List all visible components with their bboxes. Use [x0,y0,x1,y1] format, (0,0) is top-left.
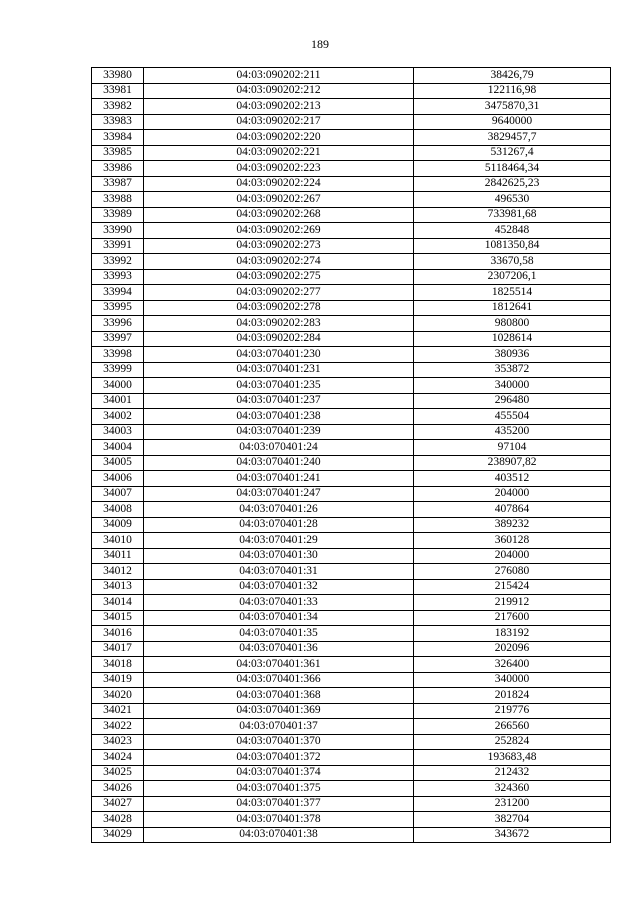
row-number-cell: 34012 [92,564,144,580]
cadastral-number-cell: 04:03:090202:278 [144,300,414,316]
table-row [92,378,611,394]
cadastral-number-cell: 04:03:070401:372 [144,750,414,766]
value-cell: 201824 [414,688,611,704]
table-row [92,424,611,440]
value-cell: 266560 [414,719,611,735]
row-number-cell: 34003 [92,424,144,440]
value-cell: 219776 [414,703,611,719]
row-number-cell: 34008 [92,502,144,518]
table-row [92,657,611,673]
value-cell: 122116,98 [414,83,611,99]
value-cell: 219912 [414,595,611,611]
table-row [92,269,611,285]
table-row [92,130,611,146]
cadastral-number-cell: 04:03:070401:369 [144,703,414,719]
value-cell: 33670,58 [414,254,611,270]
value-cell: 38426,79 [414,68,611,84]
row-number-cell: 34019 [92,672,144,688]
cadastral-number-cell: 04:03:070401:368 [144,688,414,704]
cadastral-number-cell: 04:03:070401:31 [144,564,414,580]
row-number-cell: 34029 [92,827,144,843]
value-cell: 1028614 [414,331,611,347]
value-cell: 231200 [414,796,611,812]
table-row [92,734,611,750]
row-number-cell: 34028 [92,812,144,828]
value-cell: 340000 [414,672,611,688]
cadastral-number-cell: 04:03:070401:230 [144,347,414,363]
table-row [92,688,611,704]
value-cell: 324360 [414,781,611,797]
row-number-cell: 34009 [92,517,144,533]
page-number: 189 [311,37,329,51]
cadastral-number-cell: 04:03:070401:238 [144,409,414,425]
cadastral-number-cell: 04:03:070401:26 [144,502,414,518]
table-row [92,238,611,254]
row-number-cell: 34002 [92,409,144,425]
row-number-cell: 34017 [92,641,144,657]
table-row [92,610,611,626]
cadastral-number-cell: 04:03:090202:220 [144,130,414,146]
value-cell: 360128 [414,533,611,549]
table-body [92,68,611,843]
table-row [92,440,611,456]
row-number-cell: 34000 [92,378,144,394]
row-number-cell: 33986 [92,161,144,177]
cadastral-number-cell: 04:03:070401:370 [144,734,414,750]
table-row [92,68,611,84]
table-row [92,626,611,642]
row-number-cell: 34023 [92,734,144,750]
table-row [92,595,611,611]
cadastral-number-cell: 04:03:070401:231 [144,362,414,378]
value-cell: 193683,48 [414,750,611,766]
table-row [92,672,611,688]
row-number-cell: 34005 [92,455,144,471]
table-row [92,145,611,161]
table-row [92,781,611,797]
value-cell: 97104 [414,440,611,456]
row-number-cell: 33987 [92,176,144,192]
value-cell: 531267,4 [414,145,611,161]
table-row [92,300,611,316]
table-row [92,812,611,828]
value-cell: 1081350,84 [414,238,611,254]
table-row [92,316,611,332]
cadastral-number-cell: 04:03:090202:223 [144,161,414,177]
table-row [92,765,611,781]
cadastral-number-cell: 04:03:090202:284 [144,331,414,347]
cadastral-number-cell: 04:03:070401:366 [144,672,414,688]
row-number-cell: 34016 [92,626,144,642]
row-number-cell: 33983 [92,114,144,130]
row-number-cell: 34007 [92,486,144,502]
table-row [92,703,611,719]
table-row [92,486,611,502]
table-row [92,409,611,425]
cadastral-number-cell: 04:03:070401:235 [144,378,414,394]
cadastral-number-cell: 04:03:070401:35 [144,626,414,642]
value-cell: 1825514 [414,285,611,301]
table-row [92,393,611,409]
table-row [92,502,611,518]
value-cell: 276080 [414,564,611,580]
table-row [92,362,611,378]
table-row [92,719,611,735]
cadastral-number-cell: 04:03:070401:33 [144,595,414,611]
value-cell: 496530 [414,192,611,208]
table-row [92,83,611,99]
row-number-cell: 33997 [92,331,144,347]
value-cell: 2842625,23 [414,176,611,192]
row-number-cell: 34006 [92,471,144,487]
table-row [92,564,611,580]
cadastral-number-cell: 04:03:070401:34 [144,610,414,626]
table-row [92,207,611,223]
value-cell: 5118464,34 [414,161,611,177]
value-cell: 296480 [414,393,611,409]
table-row [92,285,611,301]
cadastral-number-cell: 04:03:070401:377 [144,796,414,812]
table-row [92,161,611,177]
cadastral-number-cell: 04:03:070401:247 [144,486,414,502]
cadastral-number-cell: 04:03:070401:378 [144,812,414,828]
table-row [92,517,611,533]
table-row [92,176,611,192]
row-number-cell: 34025 [92,765,144,781]
value-cell: 3475870,31 [414,99,611,115]
cadastral-number-cell: 04:03:070401:241 [144,471,414,487]
table-row [92,548,611,564]
cadastral-number-cell: 04:03:070401:36 [144,641,414,657]
table-row [92,331,611,347]
row-number-cell: 33991 [92,238,144,254]
value-cell: 1812641 [414,300,611,316]
value-cell: 452848 [414,223,611,239]
cadastral-number-cell: 04:03:070401:239 [144,424,414,440]
row-number-cell: 34001 [92,393,144,409]
value-cell: 407864 [414,502,611,518]
table-row [92,471,611,487]
row-number-cell: 34013 [92,579,144,595]
row-number-cell: 34018 [92,657,144,673]
table-row [92,750,611,766]
value-cell: 238907,82 [414,455,611,471]
value-cell: 252824 [414,734,611,750]
cadastral-number-cell: 04:03:090202:224 [144,176,414,192]
cadastral-number-cell: 04:03:070401:361 [144,657,414,673]
value-cell: 340000 [414,378,611,394]
value-cell: 389232 [414,517,611,533]
row-number-cell: 33994 [92,285,144,301]
table-row [92,796,611,812]
value-cell: 435200 [414,424,611,440]
value-cell: 217600 [414,610,611,626]
cadastral-number-cell: 04:03:090202:275 [144,269,414,285]
value-cell: 326400 [414,657,611,673]
cadastral-number-cell: 04:03:090202:213 [144,99,414,115]
row-number-cell: 33984 [92,130,144,146]
cadastral-number-cell: 04:03:070401:29 [144,533,414,549]
row-number-cell: 33996 [92,316,144,332]
cadastral-number-cell: 04:03:070401:24 [144,440,414,456]
cadastral-number-cell: 04:03:090202:269 [144,223,414,239]
value-cell: 455504 [414,409,611,425]
cadastral-number-cell: 04:03:090202:283 [144,316,414,332]
cadastral-number-cell: 04:03:090202:212 [144,83,414,99]
data-table [91,67,611,843]
row-number-cell: 33995 [92,300,144,316]
value-cell: 212432 [414,765,611,781]
cadastral-number-cell: 04:03:070401:374 [144,765,414,781]
table-row [92,455,611,471]
row-number-cell: 34015 [92,610,144,626]
value-cell: 980800 [414,316,611,332]
row-number-cell: 34027 [92,796,144,812]
row-number-cell: 33999 [92,362,144,378]
row-number-cell: 33998 [92,347,144,363]
table-row [92,827,611,843]
row-number-cell: 33990 [92,223,144,239]
table-row [92,579,611,595]
cadastral-number-cell: 04:03:070401:37 [144,719,414,735]
row-number-cell: 33982 [92,99,144,115]
row-number-cell: 34024 [92,750,144,766]
value-cell: 2307206,1 [414,269,611,285]
row-number-cell: 34010 [92,533,144,549]
cadastral-number-cell: 04:03:090202:221 [144,145,414,161]
row-number-cell: 33985 [92,145,144,161]
cadastral-number-cell: 04:03:070401:38 [144,827,414,843]
cadastral-number-cell: 04:03:070401:30 [144,548,414,564]
row-number-cell: 33993 [92,269,144,285]
value-cell: 3829457,7 [414,130,611,146]
row-number-cell: 33989 [92,207,144,223]
value-cell: 9640000 [414,114,611,130]
table-row [92,114,611,130]
row-number-cell: 34021 [92,703,144,719]
table-row [92,641,611,657]
table-row [92,99,611,115]
cadastral-number-cell: 04:03:090202:217 [144,114,414,130]
cadastral-number-cell: 04:03:090202:277 [144,285,414,301]
row-number-cell: 34004 [92,440,144,456]
value-cell: 202096 [414,641,611,657]
cadastral-number-cell: 04:03:090202:268 [144,207,414,223]
row-number-cell: 33980 [92,68,144,84]
table-row [92,347,611,363]
row-number-cell: 34022 [92,719,144,735]
table-row [92,533,611,549]
row-number-cell: 33992 [92,254,144,270]
row-number-cell: 34026 [92,781,144,797]
cadastral-number-cell: 04:03:070401:28 [144,517,414,533]
cadastral-number-cell: 04:03:090202:273 [144,238,414,254]
value-cell: 353872 [414,362,611,378]
row-number-cell: 34014 [92,595,144,611]
row-number-cell: 34020 [92,688,144,704]
cadastral-number-cell: 04:03:090202:211 [144,68,414,84]
table-row [92,223,611,239]
row-number-cell: 33981 [92,83,144,99]
value-cell: 204000 [414,486,611,502]
cadastral-number-cell: 04:03:090202:267 [144,192,414,208]
value-cell: 343672 [414,827,611,843]
cadastral-number-cell: 04:03:090202:274 [144,254,414,270]
table-row [92,192,611,208]
value-cell: 215424 [414,579,611,595]
value-cell: 183192 [414,626,611,642]
cadastral-number-cell: 04:03:070401:237 [144,393,414,409]
value-cell: 382704 [414,812,611,828]
value-cell: 733981,68 [414,207,611,223]
cadastral-number-cell: 04:03:070401:32 [144,579,414,595]
value-cell: 380936 [414,347,611,363]
value-cell: 204000 [414,548,611,564]
cadastral-number-cell: 04:03:070401:375 [144,781,414,797]
row-number-cell: 34011 [92,548,144,564]
row-number-cell: 33988 [92,192,144,208]
table-row [92,254,611,270]
value-cell: 403512 [414,471,611,487]
cadastral-number-cell: 04:03:070401:240 [144,455,414,471]
